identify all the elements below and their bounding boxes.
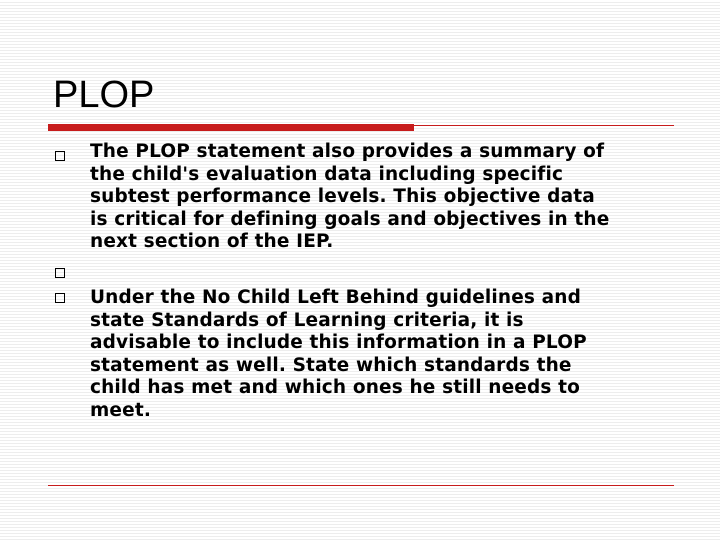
bullet-text: The PLOP statement also provides a summary of the child's evaluation data including specific subtest performance levels. This objective data is critical for defining goals and objectives in the next section of the IEP. (90, 141, 610, 252)
hollow-square-bullet-icon (55, 268, 65, 278)
title-underline-accent (48, 124, 414, 131)
slide-title: PLOP (53, 74, 155, 116)
bullet-item (52, 141, 672, 261)
footer-rule (48, 485, 674, 486)
bullet-item (52, 287, 710, 422)
hollow-square-bullet-icon (55, 293, 65, 303)
hollow-square-bullet-icon (55, 151, 65, 161)
bullet-list (52, 141, 672, 421)
bullet-text: Under the No Child Left Behind guidelines and state Standards of Learning criteria, it is advisable to include this information in a PLOP statement as well. State which standards the child has met and which ones he still needs to meet. (90, 287, 587, 421)
